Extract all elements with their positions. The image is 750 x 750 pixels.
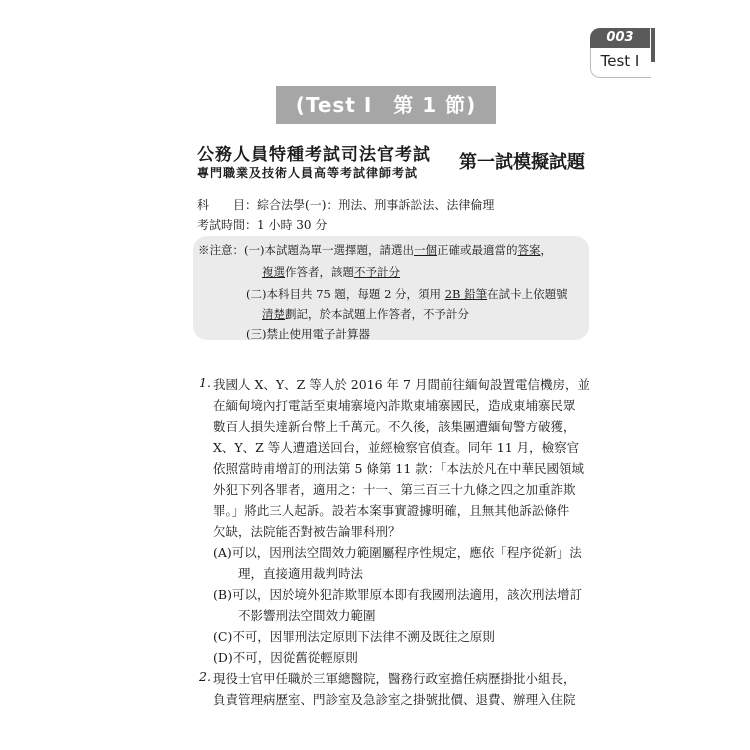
notice-line3 [246,286,568,302]
notice-text: (一)本試題為單一選擇題，請選出 [244,243,414,257]
answer-option-continued: 理，直接適用裁判時法 [213,566,364,581]
notice-text: (二)本科目共 75 題，每題 2 分，須用 [246,287,445,301]
question-line: 數百人損失達新台幣上千萬元。不久後，該集團遭緬甸警方破獲， [213,419,576,434]
answer-option: (B)可以，因於境外犯詐欺罪原本即有我國刑法適用，該次刑法增訂 [213,587,582,602]
question-line: 負責管理病歷室、門診室及急診室之掛號批價、退費、辦理入住院 [213,692,576,707]
question-number: 1. [199,375,211,390]
notice-line1 [198,242,552,258]
subject-label: 科 目： [197,198,258,212]
duration-value: 1 小時 30 分 [257,218,328,232]
exam-name-line2: 專門職業及技術人員高等考試律師考試 [197,166,419,180]
page-number: 003 [590,28,650,48]
notice-text: 作答者，該題 [285,265,354,279]
question-line: 在緬甸境內打電話至東埔寨境內詐欺東埔寨國民，造成東埔寨民眾 [213,398,576,413]
notice-underlined: 清楚 [262,307,285,321]
notice-underlined: 2B 鉛筆 [444,287,488,301]
question-line: 現役士官甲任職於三軍總醫院，醫務行政室擔任病歷掛批小組長， [213,671,576,686]
notice-text: 劃記，於本試題上作答者，不予計分 [285,307,469,321]
notice-underlined: 一個 [413,243,437,257]
question-line: 依照當時甫增訂的刑法第 5 條第 11 款：「本法於凡在中華民國領域 [213,461,585,476]
duration-label: 考試時間： [197,218,258,232]
notice-line2 [262,264,400,280]
subject-value: 綜合法學(一)：刑法、刑事訴訟法、法律倫理 [257,198,495,212]
answer-option-continued: 不影響刑法空間效力範圍 [213,608,376,623]
notice-line4 [262,306,469,322]
notice-text: ， [540,243,552,257]
section-banner: (Test Ⅰ 第 1 節) [276,86,496,124]
duration-row [197,216,327,233]
notice-text: 在試卡上依題號 [487,287,568,301]
answer-option: (D)不可，因從舊從輕原則 [213,650,358,665]
paper-title: 第一試模擬試題 [459,152,585,173]
notice-line5: (三)禁止使用電子計算器 [246,327,370,341]
question-line: 罪。」將此三人起訴。設若本案事實證據明確，且無其他訴訟條件 [213,503,570,518]
page-tab [590,28,650,76]
subject-row [197,196,494,213]
exam-name-line1: 公務人員特種考試司法官考試 [197,145,431,165]
page-tab-label: Test Ⅰ [600,52,640,70]
question-line: 我國人 X、Y、Z 等人於 2016 年 7 月間前往緬甸設置電信機房，並 [213,377,590,392]
question-line: X、Y、Z 等人遭遣送回台，並經檢察官偵查。同年 11 月，檢察官 [213,440,580,455]
question-line: 外犯下列各罪者，適用之：十一、第三百三十九條之四之加重詐欺 [213,482,576,497]
notice-underlined: 複選 [262,265,285,279]
answer-option: (C)不可，因罪刑法定原則下法律不溯及既往之原則 [213,629,495,644]
question-number: 2. [199,669,211,684]
question-line: 欠缺，法院能否對被告論罪科刑？ [213,524,401,539]
notice-underlined: 答案 [517,243,541,257]
answer-option: (A)可以，因刑法空間效力範圍屬程序性規定，應依「程序從新」法 [213,545,582,560]
notice-prefix: ※注意： [198,243,244,257]
notice-underlined: 不予計分 [354,265,400,279]
notice-text: 正確或最適當的 [436,243,518,257]
